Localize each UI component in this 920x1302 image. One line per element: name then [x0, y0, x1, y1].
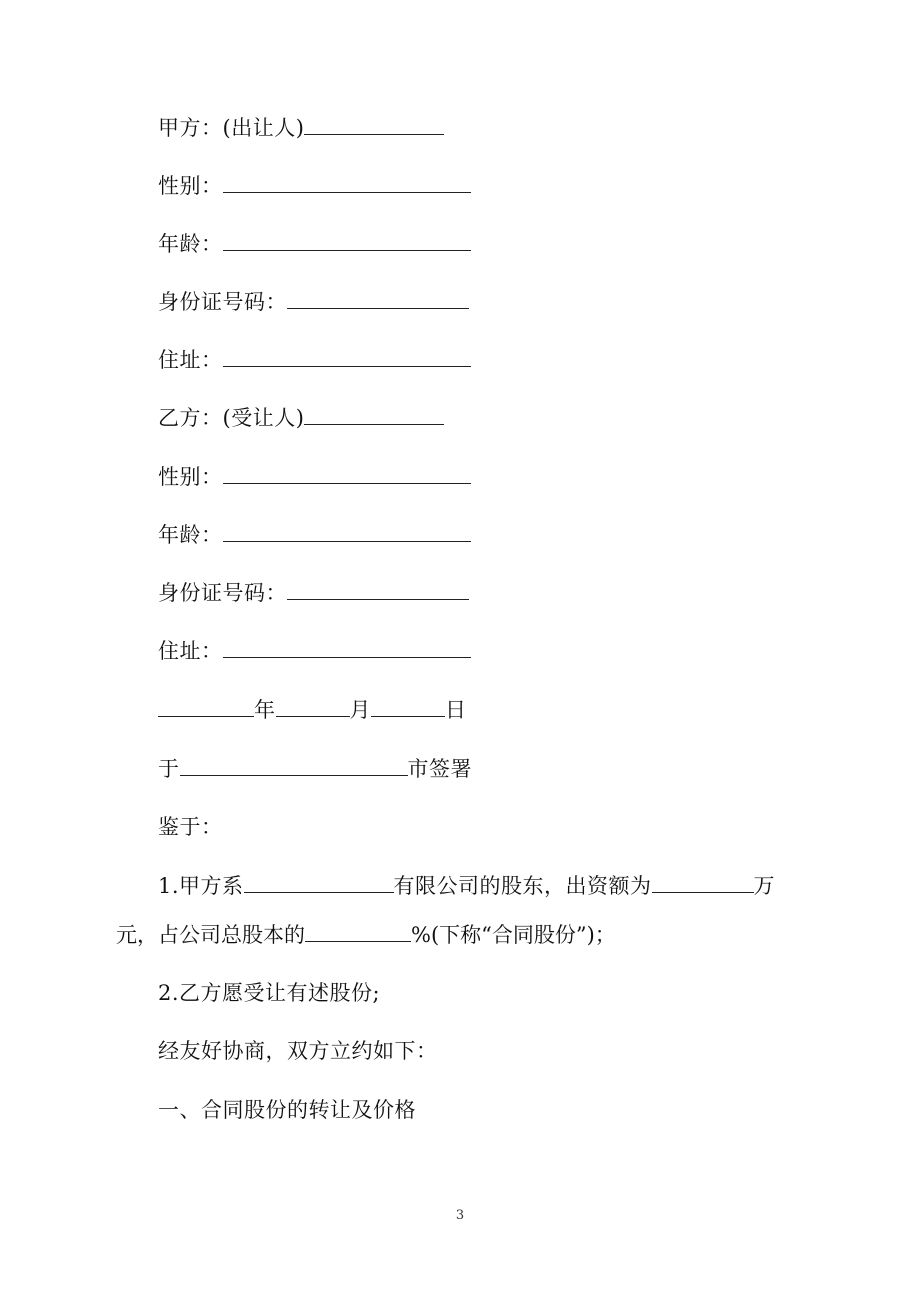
party-a-id-line: [158, 288, 469, 316]
party-b-id-label: 身份证号码：: [158, 581, 287, 605]
party-a-address-label: 住址：: [158, 348, 223, 372]
party-b-id-blank[interactable]: [287, 579, 469, 600]
party-a-age-label: 年龄：: [158, 232, 223, 256]
party-b-age-blank[interactable]: [223, 521, 471, 542]
month-label: 月: [349, 698, 371, 722]
party-a-gender-line: [158, 172, 471, 200]
clause1-line2: [116, 921, 616, 949]
party-b-age-line: [158, 521, 471, 549]
party-b-address-label: 住址：: [158, 639, 223, 663]
year-label: 年: [254, 698, 276, 722]
party-a-gender-label: 性别：: [158, 174, 223, 198]
capital-amount-blank[interactable]: [652, 872, 754, 893]
clause1-text-d: 元，占公司总股本的: [116, 923, 305, 947]
agreement-intro: 经友好协商，双方立约如下：: [158, 1039, 438, 1063]
party-a-id-label: 身份证号码：: [158, 290, 287, 314]
party-b-heading-line: [158, 404, 444, 432]
sign-place-prefix: 于: [158, 757, 180, 781]
party-b-id-line: [158, 579, 469, 607]
party-b-name-blank[interactable]: [304, 404, 444, 425]
month-blank[interactable]: [276, 696, 350, 717]
party-b-gender-label: 性别：: [158, 465, 223, 489]
date-line: [158, 696, 467, 724]
party-b-heading: 乙方：(受让人): [158, 406, 305, 430]
party-a-age-blank[interactable]: [223, 230, 471, 251]
section1-title: 一、合同股份的转让及价格: [158, 1098, 416, 1122]
party-a-gender-blank[interactable]: [223, 172, 471, 193]
party-b-gender-line: [158, 463, 471, 491]
day-label: 日: [445, 698, 467, 722]
party-b-address-line: [158, 637, 471, 665]
sign-place-suffix: 市签署: [407, 757, 472, 781]
company-name-blank[interactable]: [244, 872, 394, 893]
party-a-name-blank[interactable]: [304, 114, 444, 135]
clause1-line1: [158, 872, 775, 900]
party-a-address-blank[interactable]: [223, 346, 471, 367]
clause1-text-e: %(下称“合同股份”)；: [411, 923, 616, 947]
party-a-heading: 甲方：(出让人): [158, 116, 305, 140]
party-b-address-blank[interactable]: [223, 637, 471, 658]
city-blank[interactable]: [180, 755, 408, 776]
day-blank[interactable]: [371, 696, 445, 717]
party-b-age-label: 年龄：: [158, 523, 223, 547]
party-a-age-line: [158, 230, 471, 258]
whereas-heading: 鉴于：: [158, 815, 223, 839]
page-number: 3: [455, 1208, 465, 1223]
clause1-text-b: 有限公司的股东，出资额为: [393, 874, 652, 898]
clause1-text-a: 1.甲方系: [158, 874, 244, 898]
party-a-address-line: [158, 346, 471, 374]
clause2: 2.乙方愿受让有述股份;: [158, 981, 381, 1005]
share-percent-blank[interactable]: [305, 921, 411, 942]
sign-place-line: [158, 755, 472, 783]
party-a-id-blank[interactable]: [287, 288, 469, 309]
clause1-text-c: 万: [753, 874, 776, 898]
party-b-gender-blank[interactable]: [223, 463, 471, 484]
year-blank[interactable]: [158, 696, 254, 717]
party-a-heading-line: [158, 114, 444, 142]
